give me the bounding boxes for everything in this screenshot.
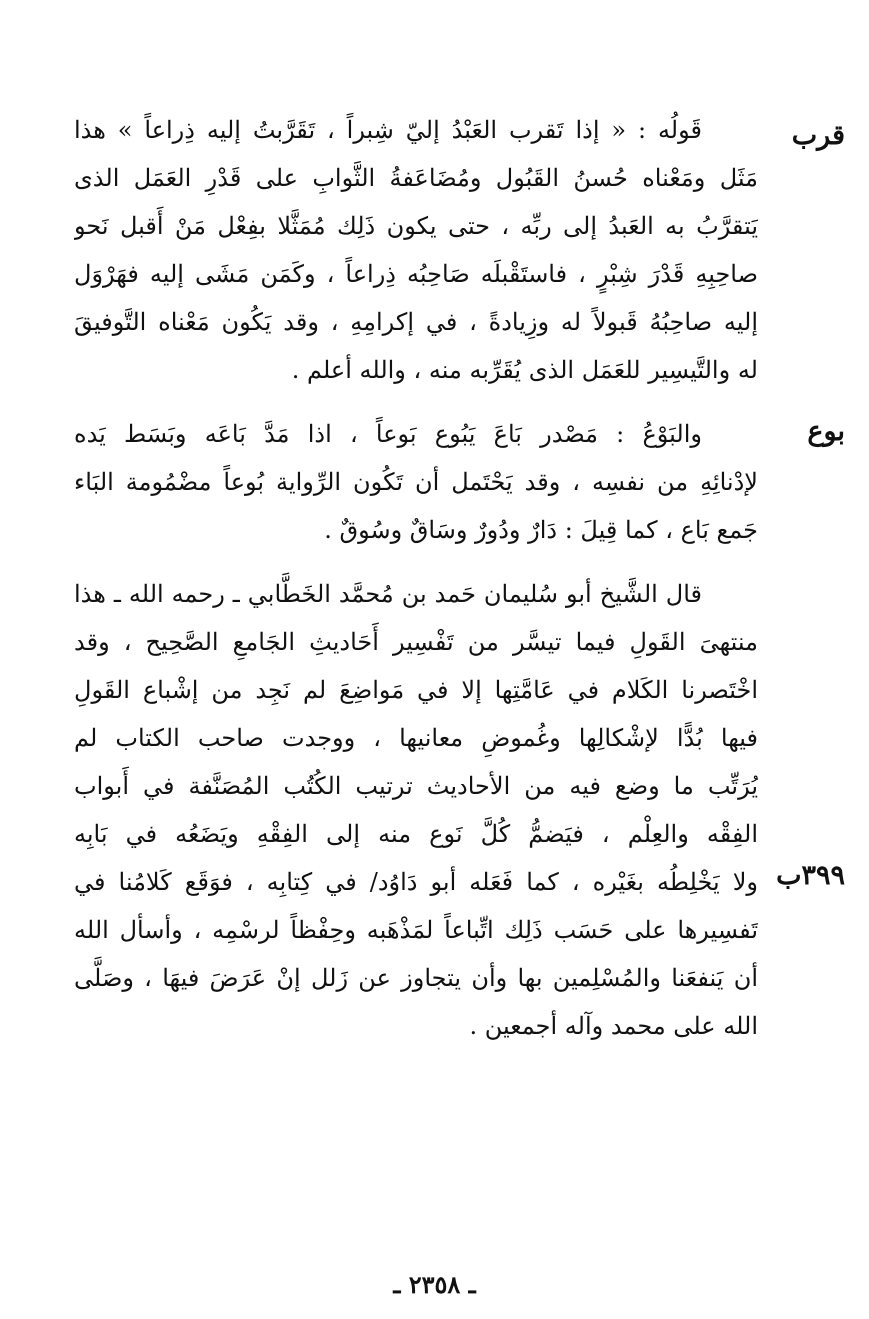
text-line: جَمع بَاع ، كما قِيلَ : دَارٌ ودُورٌ وسَاقٌ وسُوقٌ . <box>324 516 758 544</box>
closing-paragraph <box>74 570 758 1050</box>
text-line: لإدْنائِهِ من نفسِه ، وقد يَحْتَمل أن تَكُون الرِّواية بُوعاً مضْمُومة البَاء <box>74 468 758 496</box>
text-line: فيها بُدًّا لإشْكالِها وغُموضِ معانيها ، ووجدت صاحب الكتاب لم <box>74 724 758 752</box>
text-line: الله على محمد وآله أجمعين . <box>469 1012 758 1040</box>
text-line: تَفسِيرها على حَسَب ذَلِك اتِّباعاً لمَذْهَبه وحِفْظاً لرسْمِه ، وأسأل الله <box>74 916 758 944</box>
text-line: والبَوْعُ : مَصْدر بَاعَ يَبُوع بَوعاً ، اذا مَدَّ بَاعَه وبَسَط يَده <box>74 420 702 448</box>
text-line: ولا يَخْلِطُه بغَيْره ، كما فَعَله أبو دَاوُد/ في كِتابِه ، فوَقَع كَلامُنا في <box>74 868 758 896</box>
folio-margin-note: ٣٩٩ب <box>776 860 845 891</box>
text-line: له والتَّيسِير للعَمَل الذى يُقَرِّبه منه ، والله أعلم . <box>291 356 758 384</box>
text-line: إليه صاحِبُهُ قَبولاً له وزِيادةً ، في إكرامِهِ ، وقد يَكُون مَعْناه التَّوفيقَ <box>74 308 758 336</box>
entry-qarb <box>74 106 758 394</box>
text-line: صاحِبِهِ قَدْرَ شِبْرٍ ، فاستَقْبلَه صَاحِبُه ذِراعاً ، وكَمَن مَشَى إليه فهَرْوَل <box>74 260 758 288</box>
text-line: اخْتَصرنا الكَلام في عَامَّتِها إلا في مَواضِعَ لم نَجِد من إشْباع القَولِ <box>74 676 758 704</box>
text-line: مَثَل ومَعْناه حُسنُ القَبُول ومُضَاعَفةُ الثَّوابِ على قَدْرِ العَمَل الذى <box>74 164 758 192</box>
text-line: منتهىَ القَولِ فيما تيسَّر من تَفْسِير أَحَاديثِ الجَامعِ الصَّحِيح ، وقد <box>74 628 758 656</box>
entry-bawa <box>74 410 758 554</box>
text-line: قال الشَّيخ أبو سُليمان حَمد بن مُحمَّد الخَطَّابي ـ رحمه الله ـ هذا <box>74 580 702 608</box>
text-line: أن يَنفعَنا والمُسْلِمين بها وأن يتجاوز عن زَلل إنْ عَرَضَ فيهَا ، وصَلَّى <box>74 964 758 992</box>
text-line: الفِقْه والعِلْم ، فيَضمُّ كُلَّ نَوع منه إلى الفِقْهِ ويَضَعُه في بَابِه <box>74 820 758 848</box>
page-number: ـ ٢٣٥٨ ـ <box>393 1270 476 1299</box>
entry-keyword-bawa: بوع <box>807 416 845 447</box>
entry-keyword-qarb: قرب <box>791 120 845 151</box>
text-line: يَتقرَّبُ به العَبدُ إلى ربِّه ، حتى يكون ذَلِك مُمَثَّلا بفِعْل مَنْ أَقبل نَحو <box>74 212 758 240</box>
text-line: يُرَتِّب ما وضع فيه من الأحاديث ترتيب الكُتُب المُصَنَّفة في أَبواب <box>74 772 758 800</box>
text-line: قَولُه : « إذا تَقرب العَبْدُ إليّ شِبراً ، تَقَرَّبتُ إليه ذِراعاً » هذا <box>74 116 702 144</box>
